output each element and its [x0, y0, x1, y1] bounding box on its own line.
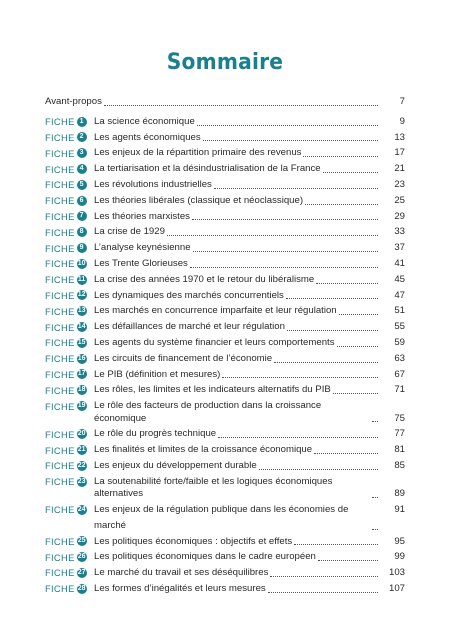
toc-entry-page: 25 [394, 194, 405, 206]
toc-entry[interactable] [45, 549, 405, 565]
leader-dots [286, 297, 378, 299]
fiche-number-badge: 9 [77, 243, 87, 253]
toc-entry[interactable] [45, 114, 405, 130]
fiche-label: FICHE [45, 384, 75, 396]
toc-entry-page: 99 [394, 551, 405, 563]
toc-entry[interactable] [45, 534, 405, 550]
toc-entry-title: Les agents économiques [94, 131, 201, 143]
fiche-number-badge: 28 [77, 584, 86, 592]
fiche-number-badge: 16 [77, 354, 86, 362]
toc-entry-title: Les théories libérales (classique et néoclassique) [94, 194, 304, 206]
fiche-label: FICHE [45, 116, 75, 128]
fiche-number-badge: 6 [77, 196, 87, 206]
toc-entry[interactable] [45, 145, 405, 161]
leader-dots [305, 203, 378, 205]
leader-dots [214, 187, 378, 189]
fiche-marker [45, 335, 94, 351]
toc-entry-page: 71 [394, 384, 405, 396]
leader-dots [323, 171, 378, 173]
fiche-marker [45, 458, 94, 474]
leader-dots [294, 543, 378, 545]
leader-dots [339, 313, 378, 315]
fiche-number-badge: 7 [77, 211, 87, 221]
fiche-label: FICHE [45, 163, 75, 175]
fiche-number-badge: 1 [77, 117, 87, 127]
fiche-marker [45, 426, 94, 442]
toc-entry-title: Les politiques économiques dans le cadre européen [94, 551, 316, 563]
fiche-number-badge: 22 [77, 461, 86, 469]
toc-entry[interactable] [45, 161, 405, 177]
toc-entry-title: Les défaillances de marché et leur régulation [94, 321, 285, 333]
leader-dots [333, 392, 378, 394]
fiche-marker [45, 272, 94, 288]
toc-entry-page: 37 [394, 242, 405, 254]
fiche-marker [45, 114, 94, 130]
toc-entry-page: 17 [394, 147, 405, 159]
toc-entry-page: 7 [399, 96, 405, 107]
toc-entry-title: Les enjeux de la répartition primaire des revenus [94, 147, 302, 159]
toc-entry-title: Les dynamiques des marchés concurrentiels [94, 289, 284, 301]
fiche-label: FICHE [45, 368, 75, 380]
fiche-label: FICHE [45, 131, 75, 143]
leader-dots [268, 591, 378, 593]
toc-entry[interactable] [45, 319, 405, 335]
toc-entry-title: Les théories marxistes [94, 210, 190, 222]
fiche-marker [45, 549, 94, 565]
toc-entry[interactable] [45, 240, 405, 256]
fiche-marker [45, 161, 94, 177]
leader-dots [316, 282, 378, 284]
leader-dots [303, 155, 378, 157]
toc-entry-page: 107 [388, 582, 405, 594]
toc-entry[interactable] [45, 351, 405, 367]
fiche-marker [45, 502, 94, 518]
toc-entry[interactable] [45, 272, 405, 288]
toc-entry[interactable] [45, 398, 405, 426]
fiche-number-badge: 15 [77, 338, 86, 346]
fiche-number-badge: 8 [77, 227, 87, 237]
fiche-label: FICHE [45, 305, 75, 317]
toc-entry-page: 55 [394, 321, 405, 333]
fiche-marker [45, 130, 94, 146]
leader-dots [337, 345, 379, 347]
fiche-number-badge: 24 [77, 505, 86, 513]
toc-entry-page: 9 [399, 115, 405, 127]
toc-entry[interactable] [45, 193, 405, 209]
toc-entry[interactable] [45, 256, 405, 272]
toc-entry-title: Les politiques économiques : objectifs et effets [94, 535, 293, 547]
fiche-marker [45, 303, 94, 319]
fiche-label: FICHE [45, 428, 75, 440]
fiche-label: FICHE [45, 147, 75, 159]
toc-entry[interactable] [45, 367, 405, 383]
toc-entry[interactable] [45, 130, 405, 146]
toc-entry-title: Les enjeux du développement durable [94, 459, 257, 471]
fiche-number-badge: 11 [77, 275, 86, 283]
fiche-marker [45, 565, 94, 581]
fiche-number-badge: 5 [77, 180, 87, 190]
toc-entry-title: La soutenabilité forte/faible et les logiques économiques alternatives [94, 475, 333, 500]
toc-entry-page: 45 [394, 273, 405, 285]
toc-entry-page: 51 [394, 305, 405, 317]
leader-dots [259, 468, 378, 470]
fiche-number-badge: 20 [77, 430, 86, 438]
fiche-number-badge: 21 [77, 446, 86, 454]
fiche-label: FICHE [45, 195, 75, 207]
fiche-marker [45, 534, 94, 550]
fiche-marker [45, 256, 94, 272]
fiche-number-badge: 2 [77, 132, 87, 142]
toc-entry-title: Le rôle du progrès technique [94, 428, 217, 440]
fiche-marker [45, 398, 94, 414]
leader-dots [192, 218, 378, 220]
leader-dots [222, 376, 378, 378]
toc-entry-page: 89 [394, 488, 405, 500]
fiche-label: FICHE [45, 321, 75, 333]
toc-entry-title: Les agents du système financier et leurs comportements [94, 336, 335, 348]
fiche-marker [45, 193, 94, 209]
leader-dots [372, 528, 378, 530]
leader-dots [167, 234, 378, 236]
fiche-number-badge: 10 [77, 259, 86, 267]
fiche-number-badge: 19 [77, 402, 86, 410]
toc-entry[interactable] [45, 442, 405, 458]
fiche-number-badge: 18 [77, 386, 86, 394]
toc-entry-page: 33 [394, 226, 405, 238]
toc-entry-title: Les révolutions industrielles [94, 178, 212, 190]
toc-entry-title: La tertiarisation et la désindustrialisation de la France [94, 163, 321, 175]
fiche-label: FICHE [45, 551, 75, 563]
table-of-contents [45, 94, 405, 597]
fiche-marker [45, 367, 94, 383]
fiche-label: FICHE [45, 179, 75, 191]
fiche-label: FICHE [45, 337, 75, 349]
fiche-marker [45, 319, 94, 335]
toc-entry-page: 81 [394, 444, 405, 456]
toc-entry-page: 29 [394, 210, 405, 222]
toc-entry-page: 23 [394, 178, 405, 190]
fiche-number-badge: 26 [77, 553, 86, 561]
toc-entry-title: Les rôles, les limites et les indicateurs alternatifs du PIB [94, 384, 331, 396]
toc-entry-title: Les marchés en concurrence imparfaite et leur régulation [94, 305, 337, 317]
toc-entry-title: Le marché du travail et ses déséquilibres [94, 567, 269, 579]
fiche-marker [45, 474, 94, 490]
fiche-label: FICHE [45, 242, 75, 254]
toc-entry[interactable] [45, 382, 405, 398]
toc-entry[interactable] [45, 426, 405, 442]
toc-entry-page: 47 [394, 289, 405, 301]
fiche-label: FICHE [45, 226, 75, 238]
toc-entry-title: Avant-propos [45, 96, 102, 107]
fiche-label: FICHE [45, 258, 75, 270]
toc-entry[interactable] [45, 335, 405, 351]
toc-entry[interactable] [45, 224, 405, 240]
toc-entry[interactable] [45, 288, 405, 304]
toc-entry-title: La crise de 1929 [94, 226, 165, 238]
toc-entry[interactable] [45, 581, 405, 597]
toc-entry-page: 103 [388, 567, 405, 579]
leader-dots [372, 496, 378, 498]
toc-entry-title: Le rôle des facteurs de production dans la croissance économique [94, 400, 322, 424]
toc-entry-title: Les circuits de financement de l’économie [94, 352, 273, 364]
fiche-label: FICHE [45, 567, 75, 579]
fiche-marker [45, 351, 94, 367]
fiche-number-badge: 27 [77, 568, 86, 576]
fiche-marker [45, 177, 94, 193]
toc-entry-page: 67 [394, 368, 405, 380]
toc-entry-page: 77 [394, 428, 405, 440]
leader-dots [318, 559, 378, 561]
leader-dots [104, 104, 378, 106]
toc-entry-page: 95 [394, 535, 405, 547]
toc-entry[interactable] [45, 458, 405, 474]
fiche-label: FICHE [45, 535, 75, 547]
fiche-label: FICHE [45, 504, 75, 516]
fiche-number-badge: 23 [77, 477, 86, 485]
leader-dots [274, 361, 378, 363]
toc-entry-title: La science économique [94, 115, 195, 127]
leader-dots [203, 139, 378, 141]
toc-entry[interactable] [45, 303, 405, 319]
toc-entry-title: L’analyse keynésienne [94, 242, 191, 254]
fiche-label: FICHE [45, 400, 75, 412]
toc-entry-title: Le PIB (définition et mesures) [94, 368, 221, 380]
toc-entry[interactable] [45, 177, 405, 193]
leader-dots [197, 124, 378, 126]
fiche-label: FICHE [45, 476, 75, 488]
fiche-marker [45, 240, 94, 256]
toc-entry-title: La crise des années 1970 et le retour du libéralisme [94, 273, 315, 285]
fiche-marker [45, 209, 94, 225]
toc-entry-avant-propos[interactable] [45, 94, 405, 110]
fiche-marker [45, 145, 94, 161]
toc-entry-page: 75 [394, 412, 405, 424]
toc-entry-page: 85 [394, 459, 405, 471]
toc-entry[interactable] [45, 209, 405, 225]
fiche-label: FICHE [45, 583, 75, 595]
leader-dots [218, 436, 378, 438]
toc-entry-page: 59 [394, 336, 405, 348]
fiche-label: FICHE [45, 274, 75, 286]
toc-entry[interactable] [45, 474, 405, 502]
toc-entry-page: 13 [394, 131, 405, 143]
fiche-marker [45, 442, 94, 458]
fiche-marker [45, 288, 94, 304]
leader-dots [314, 452, 378, 454]
fiche-number-badge: 14 [77, 323, 86, 331]
leader-dots [287, 329, 378, 331]
toc-entry-title: Les Trente Glorieuses [94, 257, 188, 269]
fiche-number-badge: 17 [77, 370, 86, 378]
fiche-number-badge: 25 [77, 537, 86, 545]
leader-dots [190, 266, 378, 268]
leader-dots [270, 575, 378, 577]
fiche-marker [45, 224, 94, 240]
fiche-label: FICHE [45, 353, 75, 365]
fiche-label: FICHE [45, 289, 75, 301]
leader-dots [193, 250, 378, 252]
toc-entry-page: 63 [394, 352, 405, 364]
page-title: Sommaire [166, 50, 284, 75]
fiche-number-badge: 3 [77, 148, 87, 158]
toc-entry[interactable] [45, 502, 405, 534]
fiche-marker [45, 382, 94, 398]
fiche-label: FICHE [45, 210, 75, 222]
fiche-number-badge: 4 [77, 164, 87, 174]
toc-entry-title: Les formes d’inégalités et leurs mesures [94, 582, 266, 594]
toc-entry-page: 21 [394, 163, 405, 175]
toc-entry-title: Les enjeux de la régulation publique dans les économies de marché [94, 503, 349, 531]
toc-entry-title: Les finalités et limites de la croissance économique [94, 444, 313, 456]
fiche-number-badge: 13 [77, 307, 86, 315]
fiche-number-badge: 12 [77, 291, 86, 299]
toc-entry-page: 41 [394, 257, 405, 269]
fiche-marker [45, 581, 94, 597]
fiche-label: FICHE [45, 444, 75, 456]
fiche-label: FICHE [45, 460, 75, 472]
toc-entry-page: 91 [394, 503, 405, 515]
leader-dots [372, 420, 378, 422]
toc-entry[interactable] [45, 565, 405, 581]
